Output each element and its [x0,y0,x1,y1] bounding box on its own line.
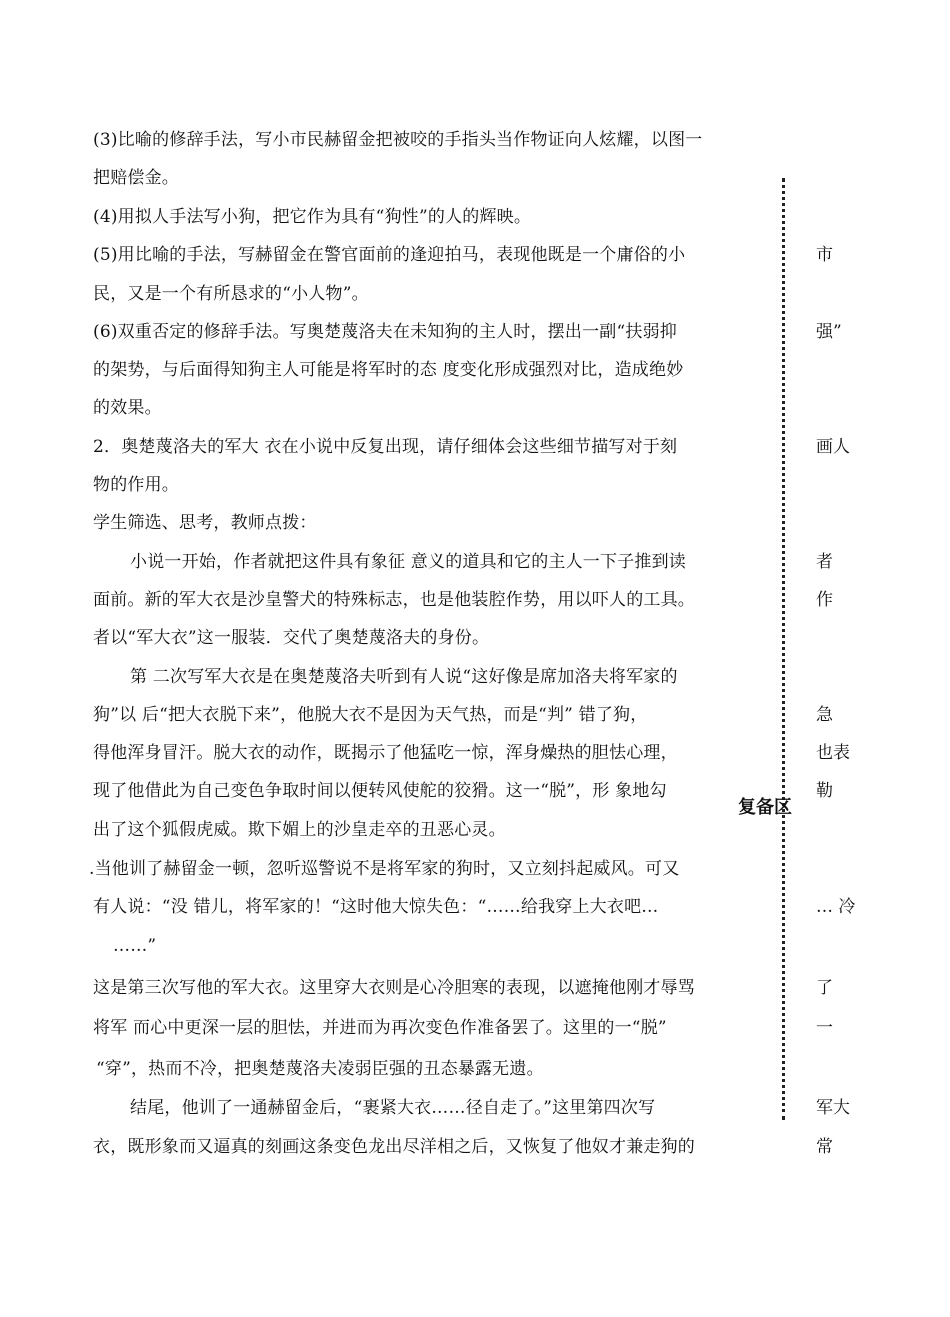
side-fragment: 常 [816,1137,833,1157]
side-fragment: 作 [816,590,833,610]
text-line: 第 二次写军大衣是在奥楚蔑洛夫听到有人说“这好像是席加洛夫将军家的 [130,667,678,687]
text-line: 结尾，他训了一通赫留金后，“裹紧大衣……径自走了。”这里第四次写 [130,1098,656,1118]
text-line: 得他浑身冒汗。脱大衣的动作，既揭示了他猛吃一惊，浑身燥热的胆怯心理， [93,743,678,763]
margin-label: 复备区 [738,797,792,818]
text-line: 的架势，与后面得知狗主人可能是将军时的态 度变化形成强烈对比，造成绝妙 [93,360,684,380]
text-line: .当他训了赫留金一顿，忽听巡警说不是将军家的狗时，又立刻抖起威风。可又 [89,859,680,879]
text-line: 这是第三次写他的军大衣。这里穿大衣则是心冷胆寒的表现，以遮掩他刚才辱骂 [93,978,695,998]
text-line: 面前。新的军大衣是沙皇警犬的特殊标志，也是他装腔作势，用以吓人的工具。 [93,590,695,610]
text-line: 学生筛选、思考，教师点拨： [93,513,317,533]
side-fragment: 画人 [816,437,850,457]
text-line: 狗”以 后“把大衣脱下来”，他脱大衣不是因为天气热，而是“判” 错了狗， [93,705,648,725]
text-line: (6)双重否定的修辞手法。写奥楚蔑洛夫在未知狗的主人时，摆出一副“扶弱抑 [93,322,677,342]
side-fragment: 者 [816,552,833,572]
text-line: (3)比喻的修辞手法，写小市民赫留金把被咬的手指头当作物证向人炫耀，以图一 [93,130,703,150]
side-fragment: 也表 [816,743,850,763]
side-fragment: 了 [816,978,833,998]
text-line: (4)用拟人手法写小狗，把它作为具有“狗性”的人的辉映。 [93,207,532,227]
side-fragment: … 冷 [816,897,856,917]
side-fragment: 一 [816,1018,833,1038]
text-line: 小说一开始，作者就把这件具有象征 意义的道具和它的主人一下子推到读 [130,552,687,572]
text-line: (5)用比喻的手法，写赫留金在警官面前的逢迎拍马，表现他既是一个庸俗的小 [93,245,686,265]
text-line: 将军 而心中更深一层的胆怯，并进而为再次变色作准备罢了。这里的一“脱” [93,1018,667,1038]
side-fragment: 市 [816,245,833,265]
text-line: “穿”，热而不冷，把奥楚蔑洛夫凌弱臣强的丑态暴露无遗。 [96,1059,544,1079]
dotted-divider [782,178,785,1120]
text-line: 者以“军大衣”这一服装．交代了奥楚蔑洛夫的身份。 [93,628,490,648]
text-line: 出了这个狐假虎威。欺下媚上的沙皇走卒的丑恶心灵。 [93,820,506,840]
side-fragment: 急 [816,705,833,725]
text-line: 民，又是一个有所恳求的“小人物”。 [93,284,369,304]
text-line: ……” [113,936,157,956]
side-fragment: 强” [816,322,842,342]
text-line: 把赔偿金。 [93,168,179,188]
text-line: 物的作用。 [93,475,179,495]
text-line: 现了他借此为自己变色争取时间以便转风使舵的狡猾。这一“脱”，形 象地勾 [93,781,667,801]
side-fragment: 军大 [816,1098,850,1118]
side-fragment: 勒 [816,781,833,801]
text-line: 衣，既形象而又逼真的刻画这条变色龙出尽洋相之后，又恢复了他奴才兼走狗的 [93,1137,695,1157]
text-line: 的效果。 [93,398,162,418]
text-line: 有人说：“没 错儿，将军家的！“这时他大惊失色：“……给我穿上大衣吧… [93,897,659,917]
text-line: 2．奥楚蔑洛夫的军大 衣在小说中反复出现，请仔细体会这些细节描写对于刻 [93,437,678,457]
